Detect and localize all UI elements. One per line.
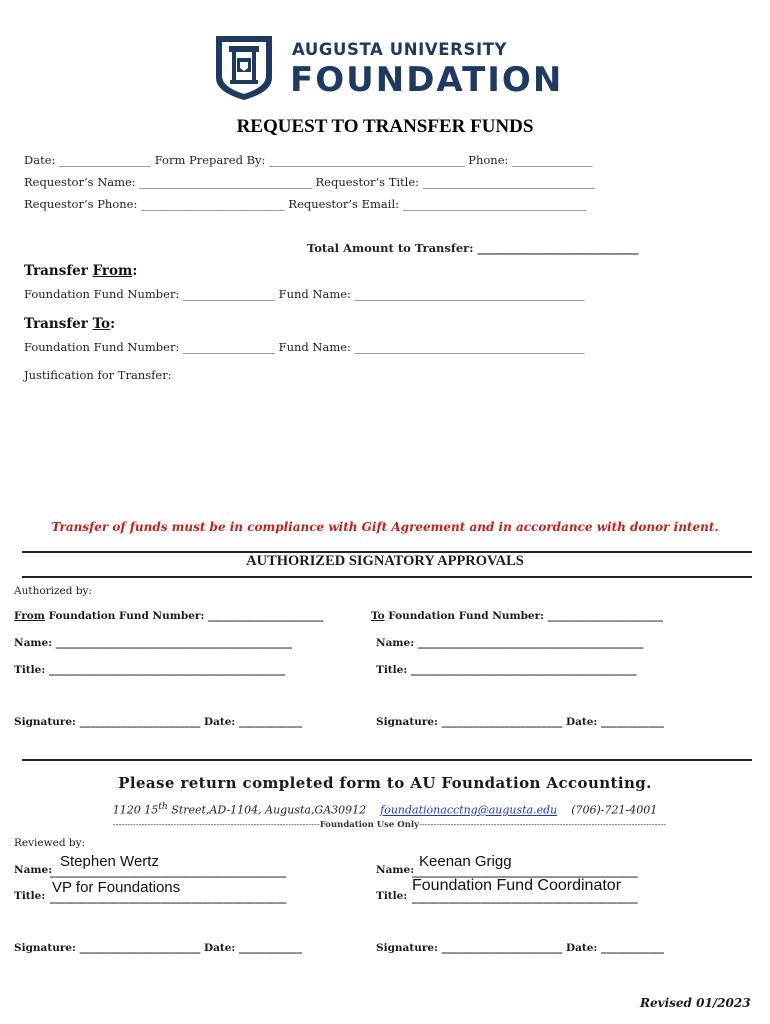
authorized-title-left[interactable]: Title: _____________________________________________	[14, 664, 286, 676]
authorized-signature-left[interactable]: Signature: _______________________ Date: ____________	[14, 716, 302, 728]
authorized-name-left[interactable]: Name: _____________________________________________	[14, 637, 292, 649]
transfer-from-heading: Transfer From:	[24, 263, 138, 279]
requestor-row-phone-email[interactable]: Requestor’s Phone: _________________________ Requestor’s Email: ________________________________	[24, 197, 587, 211]
return-instructions-heading: Please return completed form to AU Foundation Accounting.	[118, 774, 652, 792]
reviewed-title-right-value[interactable]: Foundation Fund Coordinator	[412, 877, 622, 894]
authorized-name-right[interactable]: Name: ___________________________________________	[376, 637, 644, 649]
university-logo-mark	[212, 34, 276, 102]
reviewed-signature-left[interactable]: Signature: _______________________ Date: ____________	[14, 942, 302, 954]
document-title: REQUEST TO TRANSFER FUNDS	[236, 116, 534, 137]
to-fund-number-field[interactable]: To Foundation Fund Number: ______________________	[371, 610, 664, 622]
foundation-use-only-divider: ------------------------------------------------------------------------Foundation Use Only--------------------------------------------------------------------------------------	[112, 820, 667, 830]
section-divider	[22, 759, 752, 761]
authorized-title-right[interactable]: Title: ___________________________________________	[376, 664, 637, 676]
compliance-notice: Transfer of funds must be in compliance with Gift Agreement and in accordance with donor intent.	[51, 520, 719, 534]
accounting-phone: (706)-721-4001	[571, 803, 658, 817]
transfer-from-fund-line[interactable]: Foundation Fund Number: ________________ Fund Name: ________________________________________	[24, 287, 585, 301]
transfer-to-fund-line[interactable]: Foundation Fund Number: ________________ Fund Name: ________________________________________	[24, 340, 585, 354]
authorized-approvals-heading: AUTHORIZED SIGNATORY APPROVALS	[246, 553, 524, 569]
transfer-to-heading: Transfer To:	[24, 316, 116, 332]
total-amount-field[interactable]: Total Amount to Transfer: ____________________________	[307, 241, 639, 255]
address-ordinal-suffix: th	[158, 801, 168, 812]
justification-area[interactable]	[24, 388, 744, 508]
from-fund-number-field[interactable]: From Foundation Fund Number: ______________________	[14, 610, 324, 622]
section-divider	[22, 576, 752, 578]
reviewed-name-right-label: Name:	[376, 864, 415, 876]
requestor-row-name-title[interactable]: Requestor’s Name: ______________________________ Requestor’s Title: ______________________________	[24, 175, 596, 189]
reviewed-title-left-label: Title:	[14, 890, 46, 902]
reviewed-title-right-line[interactable]: ___________________________________________	[412, 892, 638, 904]
authorized-signature-right[interactable]: Signature: _______________________ Date: ____________	[376, 716, 664, 728]
reviewed-title-right-label: Title:	[376, 890, 408, 902]
reviewed-by-label: Reviewed by:	[14, 837, 86, 849]
reviewed-name-right-value[interactable]: Keenan Grigg	[419, 853, 512, 870]
reviewed-title-left-value[interactable]: VP for Foundations	[52, 879, 181, 896]
authorized-by-label: Authorized by:	[14, 585, 93, 597]
reviewed-name-left-line[interactable]: _____________________________________________	[50, 866, 287, 878]
justification-label: Justification for Transfer:	[24, 368, 172, 382]
reviewed-name-left-value[interactable]: Stephen Wertz	[60, 853, 159, 870]
logo-text-foundation: FOUNDATION	[290, 60, 564, 100]
reviewed-name-right-line[interactable]: ___________________________________________	[412, 866, 638, 878]
return-address-line	[0, 801, 770, 817]
requestor-row-date-prepared-phone[interactable]: Date: ________________ Form Prepared By: __________________________________ Phone: ______________	[24, 153, 593, 167]
accounting-email-link[interactable]: foundationacctng@augusta.edu	[380, 803, 558, 817]
reviewed-title-left-line[interactable]: _____________________________________________	[50, 892, 287, 904]
foundation-use-only-label: Foundation Use Only	[319, 820, 420, 830]
revision-date: Revised 01/2023	[640, 996, 751, 1010]
address-street: Street,AD-1104, Augusta,GA30912	[167, 803, 367, 817]
reviewed-signature-right[interactable]: Signature: _______________________ Date: ____________	[376, 942, 664, 954]
reviewed-name-left-label: Name:	[14, 864, 53, 876]
logo-text-university: AUGUSTA UNIVERSITY	[292, 40, 508, 59]
address-street-number: 1120 15	[112, 803, 159, 817]
